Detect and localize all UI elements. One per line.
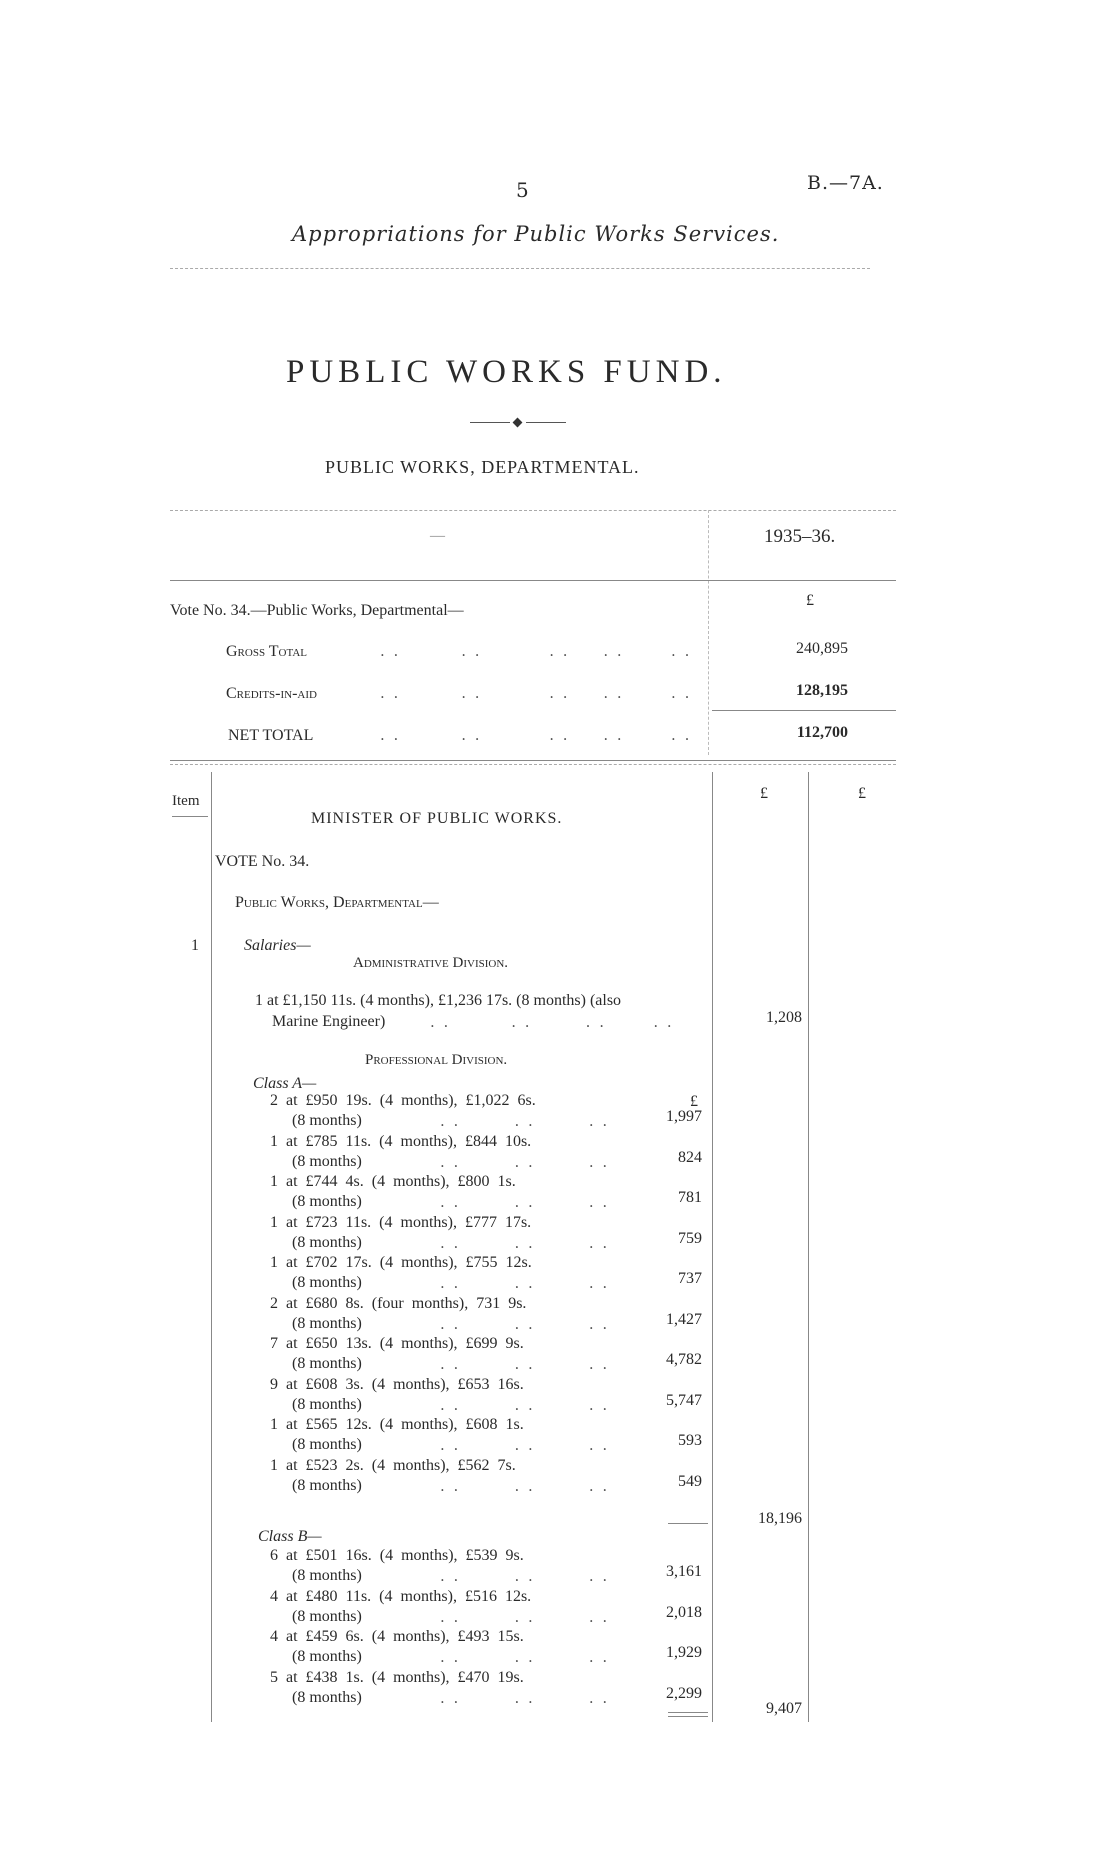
class-a-heading: Class A— [253, 1075, 317, 1092]
admin-division-heading: Administrative Division. [353, 955, 509, 971]
summary-row-value: 240,895 [796, 640, 848, 657]
summary-bottom-rule [170, 760, 896, 761]
salary-row-line1: 1 at £723 11s. (4 months), £777 17s. [270, 1213, 532, 1231]
class-b-total-rule [668, 1712, 708, 1713]
item-column-divider [211, 772, 212, 1722]
leader-dots: . . . . . . [440, 1314, 610, 1333]
class-a-currency: £ [690, 1093, 698, 1110]
salary-row-amount: 2,018 [666, 1603, 702, 1621]
professional-division-heading: Professional Division. [365, 1052, 508, 1068]
summary-vote-line: Vote No. 34.—Public Works, Departmental— [170, 602, 464, 619]
summary-top-rule [170, 510, 896, 511]
salary-row-line1: 6 at £501 16s. (4 months), £539 9s. [270, 1547, 524, 1564]
salary-row-line1: 7 at £650 13s. (4 months), £699 9s. [270, 1335, 524, 1352]
header-rule [170, 268, 870, 269]
summary-bottom-rule-2 [170, 764, 896, 765]
leader-dots: . . . . . . . . . . [380, 726, 692, 744]
section-title: PUBLIC WORKS, DEPARTMENTAL. [325, 457, 640, 477]
admin-amount: 1,208 [766, 1009, 802, 1026]
salary-row-amount: 737 [678, 1270, 702, 1287]
leader-dots: . . . . . . [440, 1688, 610, 1707]
leader-dots: . . . . . . . . [430, 1013, 674, 1031]
summary-column-divider [708, 510, 709, 755]
class-a-total-rule [668, 1523, 708, 1524]
summary-subtotal-rule [712, 710, 896, 711]
salary-row-line2: (8 months) [292, 1193, 362, 1210]
item-header-rule [172, 816, 208, 817]
leader-dots: . . . . . . [440, 1112, 610, 1130]
summary-year-header: 1935–36. [764, 526, 836, 547]
summary-column-dash: — [430, 528, 445, 544]
class-b-total: 9,407 [766, 1700, 802, 1717]
title-ornament [470, 419, 566, 427]
item-number: 1 [191, 937, 199, 954]
salary-row-line1: 1 at £744 4s. (4 months), £800 1s. [270, 1173, 516, 1190]
currency-column-1: £ [760, 785, 768, 802]
leader-dots: . . . . . . [440, 1355, 610, 1373]
leader-dots: . . . . . . [440, 1193, 610, 1211]
salary-row-line2: (8 months) [292, 1355, 362, 1372]
summary-header-rule [170, 580, 896, 581]
leader-dots: . . . . . . [440, 1567, 610, 1585]
salary-row-line2: (8 months) [292, 1233, 362, 1251]
salary-row-amount: 1,427 [666, 1310, 702, 1328]
minister-heading: MINISTER OF PUBLIC WORKS. [311, 810, 563, 827]
salaries-heading: Salaries— [244, 937, 311, 954]
salary-row-amount: 1,997 [666, 1108, 702, 1125]
leader-dots: . . . . . . [440, 1274, 610, 1292]
currency-column-2: £ [858, 785, 866, 802]
page-number: 5 [516, 178, 529, 202]
salary-row-line2: (8 months) [292, 1274, 362, 1291]
class-a-total: 18,196 [758, 1510, 802, 1527]
salary-row-line1: 2 at £680 8s. (four months), 731 9s. [270, 1294, 527, 1312]
salary-row-line2: (8 months) [292, 1607, 362, 1625]
salary-row-line1: 5 at £438 1s. (4 months), £470 19s. [270, 1668, 524, 1686]
leader-dots: . . . . . . . . . . [380, 642, 692, 660]
public-works-heading: Public Works, Departmental— [235, 894, 439, 911]
summary-row-label: Gross Total [226, 643, 308, 660]
salary-row-amount: 593 [678, 1432, 702, 1449]
page-subtitle: Appropriations for Public Works Services. [292, 222, 780, 246]
class-b-heading: Class B— [258, 1528, 322, 1545]
salary-row-amount: 5,747 [666, 1391, 702, 1409]
salary-row-line1: 4 at £459 6s. (4 months), £493 15s. [270, 1628, 524, 1645]
leader-dots: . . . . . . [440, 1607, 610, 1626]
salary-row-line1: 1 at £523 2s. (4 months), £562 7s. [270, 1456, 516, 1474]
salary-row-amount: 1,929 [666, 1644, 702, 1661]
item-header: Item [172, 793, 200, 809]
leader-dots: . . . . . . [440, 1436, 610, 1454]
salary-row-line1: 4 at £480 11s. (4 months), £516 12s. [270, 1587, 532, 1605]
salary-row-line1: 1 at £702 17s. (4 months), £755 12s. [270, 1254, 532, 1271]
document-reference: B.—7A. [807, 172, 884, 194]
class-b-total-rule-2 [668, 1716, 708, 1717]
salary-row-line1: 1 at £785 11s. (4 months), £844 10s. [270, 1132, 532, 1150]
salary-row-line2: (8 months) [292, 1112, 362, 1129]
salary-row-amount: 549 [678, 1472, 702, 1490]
admin-line-1: 1 at £1,150 11s. (4 months), £1,236 17s. (8 months) (also [255, 992, 622, 1009]
leader-dots: . . . . . . [440, 1233, 610, 1252]
salary-row-amount: 759 [678, 1229, 702, 1247]
salary-row-line2: (8 months) [292, 1395, 362, 1413]
admin-line-2: Marine Engineer) [272, 1013, 386, 1030]
summary-row-value: 112,700 [796, 724, 848, 741]
salary-row-line1: 9 at £608 3s. (4 months), £653 16s. [270, 1375, 524, 1393]
salary-row-amount: 2,299 [666, 1684, 702, 1702]
salary-row-amount: 4,782 [666, 1351, 702, 1368]
salary-row-line2: (8 months) [292, 1436, 362, 1453]
salary-row-line2: (8 months) [292, 1476, 362, 1494]
salary-row-line2: (8 months) [292, 1688, 362, 1706]
salary-row-line2: (8 months) [292, 1314, 362, 1332]
salary-row-line1: 2 at £950 19s. (4 months), £1,022 6s. [270, 1092, 536, 1109]
page-title: PUBLIC WORKS FUND. [286, 354, 727, 390]
leader-dots: . . . . . . [440, 1152, 610, 1171]
vote-heading: VOTE No. 34. [215, 853, 310, 870]
summary-row-value: 128,195 [796, 682, 848, 699]
summary-row-label: NET TOTAL [228, 727, 314, 744]
leader-dots: . . . . . . . . . . [380, 684, 692, 702]
amount-column-divider [712, 772, 713, 1722]
summary-currency: £ [806, 592, 814, 609]
salary-row-amount: 3,161 [666, 1563, 702, 1580]
salary-row-amount: 781 [678, 1189, 702, 1206]
total-column-divider [808, 772, 809, 1722]
salary-row-amount: 824 [678, 1148, 702, 1166]
leader-dots: . . . . . . [440, 1476, 610, 1495]
salary-row-line1: 1 at £565 12s. (4 months), £608 1s. [270, 1416, 524, 1433]
salary-row-line2: (8 months) [292, 1648, 362, 1665]
summary-row-label: Credits-in-aid [226, 685, 317, 702]
leader-dots: . . . . . . [440, 1648, 610, 1666]
salary-row-line2: (8 months) [292, 1152, 362, 1170]
salary-row-line2: (8 months) [292, 1567, 362, 1584]
leader-dots: . . . . . . [440, 1395, 610, 1414]
